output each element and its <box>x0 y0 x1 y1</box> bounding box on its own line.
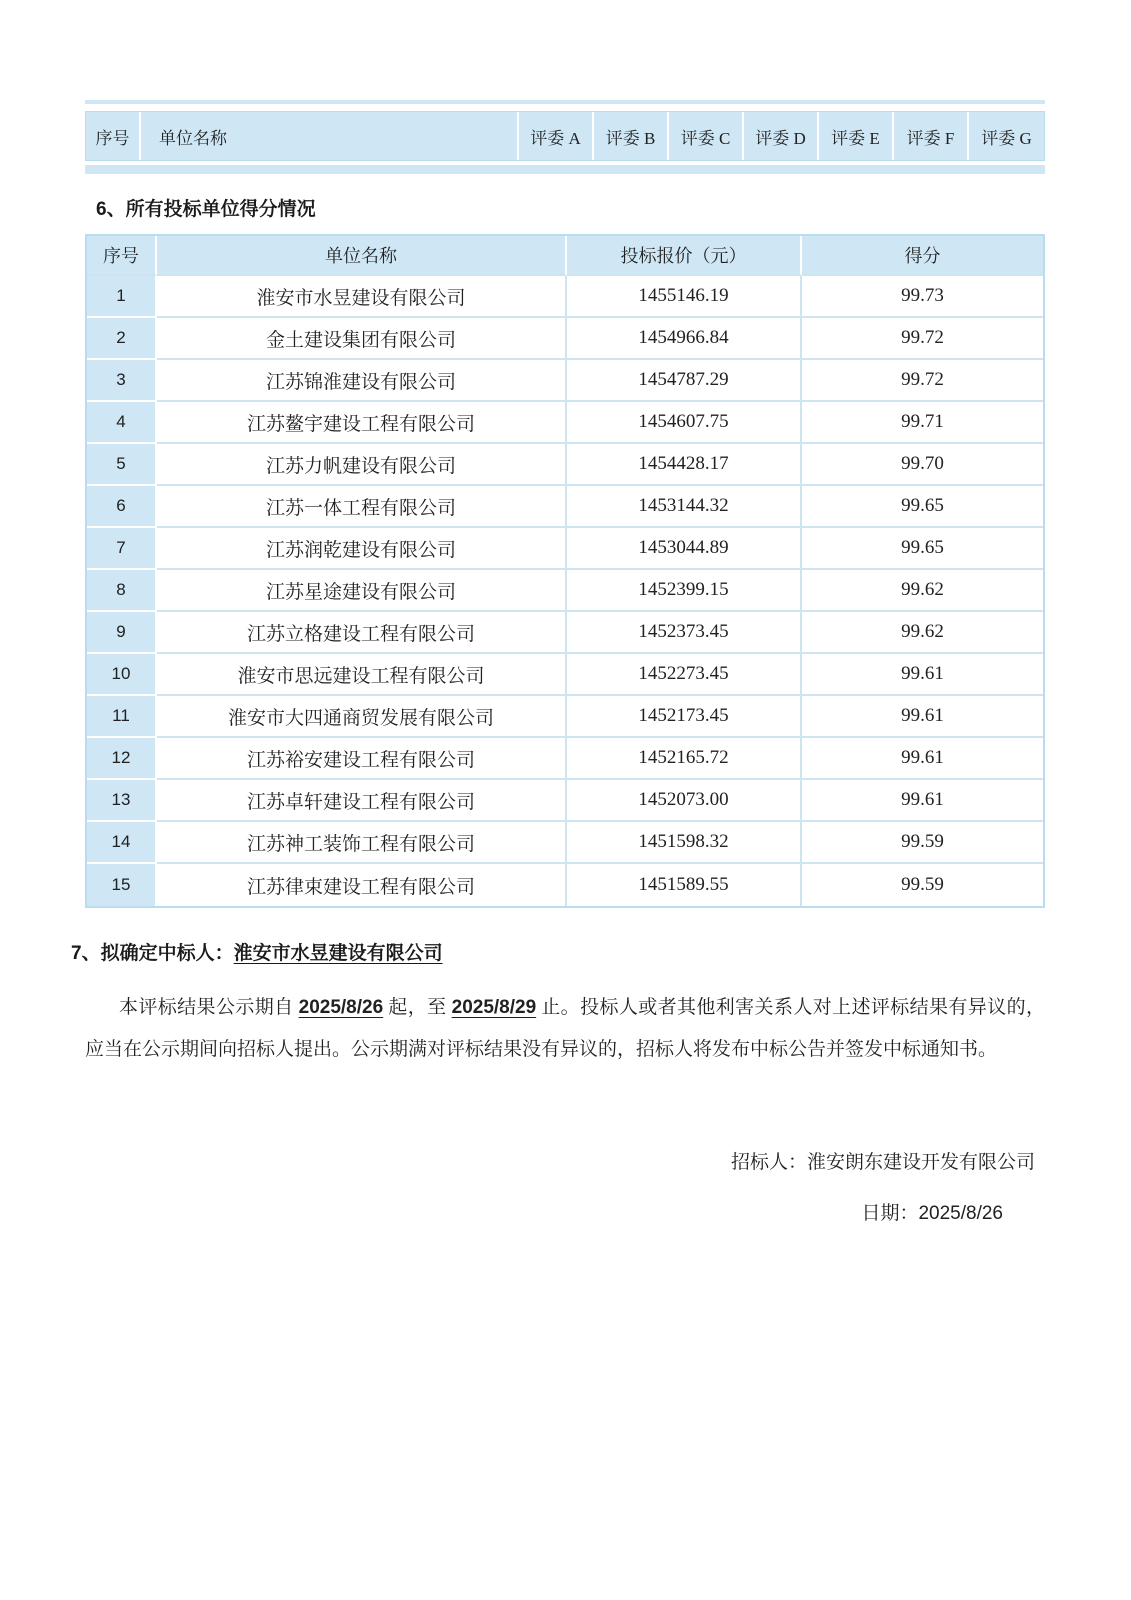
score-table-row <box>87 570 1043 612</box>
row-number-cell: 15 <box>87 864 157 906</box>
judge-header-cell-no: 序号 <box>86 112 141 160</box>
publicity-end-date: 2025/8/29 <box>451 997 537 1018</box>
row-number-cell: 14 <box>87 822 157 864</box>
bid-price-cell: 1452373.45 <box>567 612 802 654</box>
score-table-row <box>87 822 1043 864</box>
company-name-cell: 淮安市大四通商贸发展有限公司 <box>157 696 567 738</box>
bid-price-cell: 1451589.55 <box>567 864 802 906</box>
company-name-cell: 江苏立格建设工程有限公司 <box>157 612 567 654</box>
score-table <box>85 234 1045 908</box>
bid-price-cell: 1454607.75 <box>567 402 802 444</box>
section6-heading: 6、所有投标单位得分情况 <box>96 199 316 220</box>
score-table-row <box>87 402 1043 444</box>
score-cell: 99.73 <box>802 276 1043 318</box>
judge-header-cell: 评委 E <box>819 112 894 160</box>
score-cell: 99.65 <box>802 486 1043 528</box>
company-name-cell: 江苏鳌宇建设工程有限公司 <box>157 402 567 444</box>
bid-price-cell: 1454787.29 <box>567 360 802 402</box>
company-name-cell: 江苏星途建设有限公司 <box>157 570 567 612</box>
bid-price-cell: 1452173.45 <box>567 696 802 738</box>
row-number-cell: 5 <box>87 444 157 486</box>
row-number-cell: 7 <box>87 528 157 570</box>
score-table-row <box>87 654 1043 696</box>
notice-text-3: 止。投标人或者其他利害关系人对上述评标结果有异议的，应当在公示期间向招标人提出。公示期满对评标结果没有异议的，招标人将发布中标公告并签发中标通知书。 <box>85 997 1045 1060</box>
score-table-row <box>87 276 1043 318</box>
company-name-cell: 江苏力帆建设有限公司 <box>157 444 567 486</box>
bidder-label: 招标人： <box>730 1152 807 1173</box>
score-cell: 99.59 <box>802 864 1043 906</box>
score-cell: 99.62 <box>802 612 1043 654</box>
date-label: 日期： <box>861 1203 919 1224</box>
bid-price-cell: 1454966.84 <box>567 318 802 360</box>
section7-heading <box>71 938 1045 965</box>
row-number-cell: 1 <box>87 276 157 318</box>
company-name-cell: 江苏裕安建设工程有限公司 <box>157 738 567 780</box>
winner-name: 淮安市水昱建设有限公司 <box>233 943 443 964</box>
score-cell: 99.61 <box>802 696 1043 738</box>
table-cutoff-strip-bottom <box>85 165 1045 174</box>
bid-price-cell: 1453044.89 <box>567 528 802 570</box>
score-table-row <box>87 528 1043 570</box>
score-cell: 99.59 <box>802 822 1043 864</box>
bidder-name: 淮安朗东建设开发有限公司 <box>806 1152 1035 1173</box>
score-cell: 99.62 <box>802 570 1043 612</box>
company-name-cell: 江苏律束建设工程有限公司 <box>157 864 567 906</box>
company-name-cell: 淮安市思远建设工程有限公司 <box>157 654 567 696</box>
score-table-row <box>87 780 1043 822</box>
score-cell: 99.70 <box>802 444 1043 486</box>
score-table-row <box>87 360 1043 402</box>
notice-text-1: 本评标结果公示期自 <box>119 997 299 1018</box>
score-table-row <box>87 738 1043 780</box>
row-number-cell: 11 <box>87 696 157 738</box>
judge-header-row <box>86 112 1044 160</box>
score-table-row <box>87 864 1043 906</box>
date-line <box>85 1198 1045 1225</box>
row-number-cell: 8 <box>87 570 157 612</box>
bid-price-cell: 1451598.32 <box>567 822 802 864</box>
score-table-body <box>87 276 1043 906</box>
score-table-row <box>87 486 1043 528</box>
notice-text-2: 起，至 <box>383 997 452 1018</box>
judge-header-table <box>85 111 1045 161</box>
bid-price-cell: 1454428.17 <box>567 444 802 486</box>
company-name-cell: 江苏卓轩建设工程有限公司 <box>157 780 567 822</box>
row-number-cell: 3 <box>87 360 157 402</box>
score-cell: 99.61 <box>802 654 1043 696</box>
row-number-cell: 13 <box>87 780 157 822</box>
company-name-cell: 金土建设集团有限公司 <box>157 318 567 360</box>
bid-price-cell: 1453144.32 <box>567 486 802 528</box>
bid-price-cell: 1452073.00 <box>567 780 802 822</box>
judge-header-cell: 评委 G <box>969 112 1044 160</box>
col-header-no: 序号 <box>87 236 157 276</box>
company-name-cell: 江苏润乾建设有限公司 <box>157 528 567 570</box>
bidder-line <box>85 1147 1045 1174</box>
bid-price-cell: 1452273.45 <box>567 654 802 696</box>
col-header-price: 投标报价（元） <box>567 236 802 276</box>
judge-header-cell: 评委 D <box>744 112 819 160</box>
score-table-row <box>87 318 1043 360</box>
row-number-cell: 4 <box>87 402 157 444</box>
publicity-start-date: 2025/8/26 <box>298 997 384 1018</box>
judge-header-cell: 评委 C <box>669 112 744 160</box>
score-cell: 99.61 <box>802 780 1043 822</box>
row-number-cell: 6 <box>87 486 157 528</box>
score-cell: 99.61 <box>802 738 1043 780</box>
score-cell: 99.72 <box>802 318 1043 360</box>
judge-header-cell-name: 单位名称 <box>141 112 519 160</box>
company-name-cell: 淮安市水昱建设有限公司 <box>157 276 567 318</box>
row-number-cell: 2 <box>87 318 157 360</box>
section7-prefix: 7、拟确定中标人： <box>71 943 234 964</box>
company-name-cell: 江苏神工装饰工程有限公司 <box>157 822 567 864</box>
judge-header-cell: 评委 F <box>894 112 969 160</box>
table-cutoff-strip-top <box>85 100 1045 104</box>
date-value: 2025/8/26 <box>918 1203 1003 1224</box>
col-header-name: 单位名称 <box>157 236 567 276</box>
bid-price-cell: 1452165.72 <box>567 738 802 780</box>
score-table-row <box>87 444 1043 486</box>
score-cell: 99.71 <box>802 402 1043 444</box>
judge-header-cell: 评委 A <box>519 112 594 160</box>
score-cell: 99.65 <box>802 528 1043 570</box>
row-number-cell: 9 <box>87 612 157 654</box>
score-table-row <box>87 696 1043 738</box>
bid-price-cell: 1452399.15 <box>567 570 802 612</box>
row-number-cell: 12 <box>87 738 157 780</box>
score-cell: 99.72 <box>802 360 1043 402</box>
score-table-header-row <box>87 236 1043 276</box>
score-table-row <box>87 612 1043 654</box>
row-number-cell: 10 <box>87 654 157 696</box>
col-header-score: 得分 <box>802 236 1043 276</box>
notice-paragraph <box>85 987 1045 1071</box>
company-name-cell: 江苏一体工程有限公司 <box>157 486 567 528</box>
company-name-cell: 江苏锦淮建设有限公司 <box>157 360 567 402</box>
judge-header-cell: 评委 B <box>594 112 669 160</box>
bid-price-cell: 1455146.19 <box>567 276 802 318</box>
